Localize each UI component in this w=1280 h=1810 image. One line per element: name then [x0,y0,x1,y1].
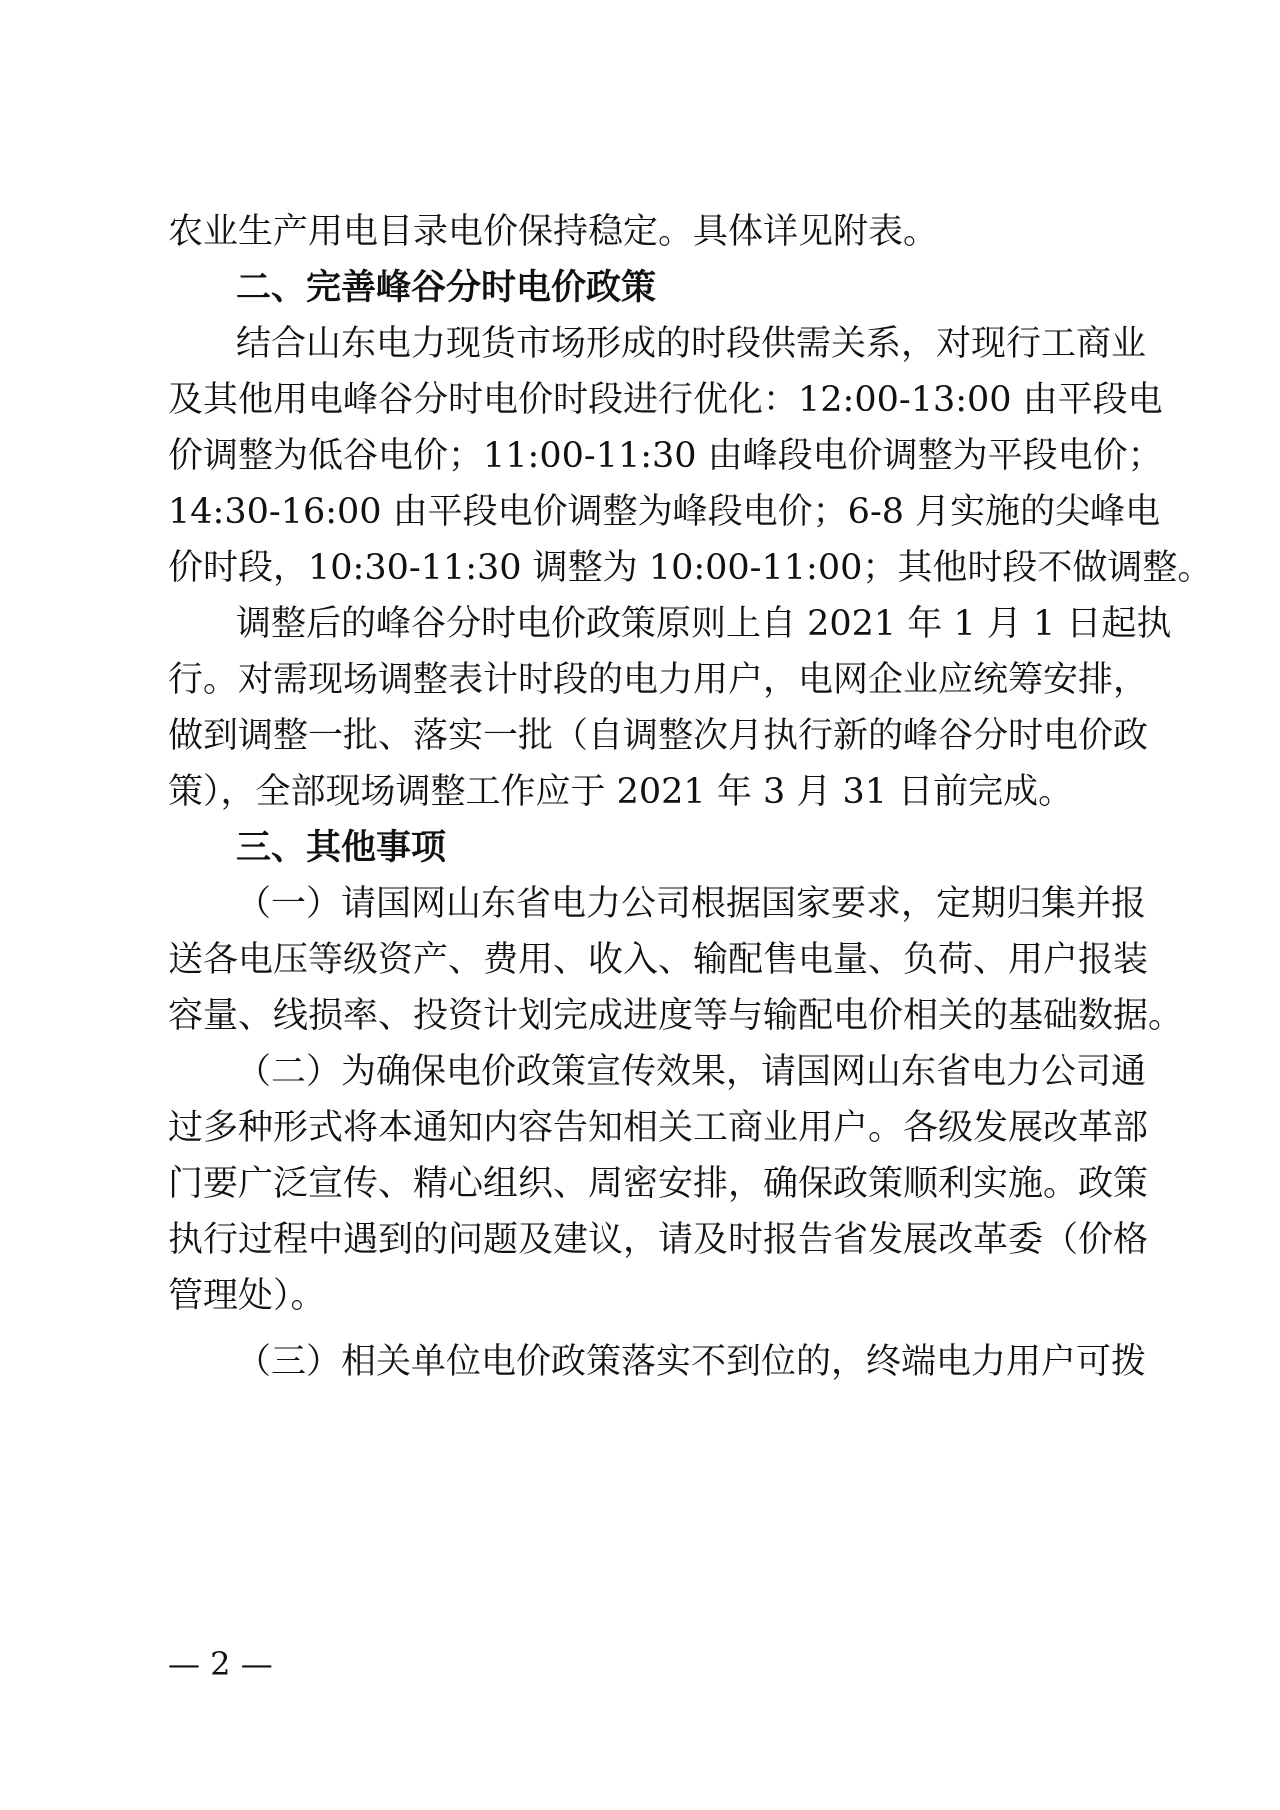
paragraph-line: 容量、线损率、投资计划完成进度等与输配电价相关的基础数据。 [168,996,1184,1036]
paragraph-line: 价调整为低谷电价；11:00-11:30 由峰段电价调整为平段电价； [168,436,1163,476]
paragraph-line: （三）相关单位电价政策落实不到位的，终端电力用户可拨 [236,1342,1147,1382]
paragraph-line: 农业生产用电目录电价保持稳定。具体详见附表。 [168,212,939,252]
paragraph-line: （二）为确保电价政策宣传效果，请国网山东省电力公司通 [236,1052,1147,1092]
section-heading-3: 三、其他事项 [236,827,447,868]
paragraph-line: 做到调整一批、落实一批（自调整次月执行新的峰谷分时电价政 [168,716,1149,756]
paragraph-line: 14:30-16:00 由平段电价调整为峰段电价；6-8 月实施的尖峰电 [168,492,1161,532]
paragraph-line: 策），全部现场调整工作应于 2021 年 3 月 31 日前完成。 [168,772,1074,812]
paragraph-line: 调整后的峰谷分时电价政策原则上自 2021 年 1 月 1 日起执 [236,604,1172,644]
paragraph-line: 价时段，10:30-11:30 调整为 10:00-11:00；其他时段不做调整。 [168,548,1213,588]
paragraph-line: 及其他用电峰谷分时电价时段进行优化：12:00-13:00 由平段电 [168,380,1163,420]
paragraph-line: 结合山东电力现货市场形成的时段供需关系，对现行工商业 [236,324,1147,364]
paragraph-line: 送各电压等级资产、费用、收入、输配售电量、负荷、用户报装 [168,940,1149,980]
section-heading-2: 二、完善峰谷分时电价政策 [236,267,657,308]
paragraph-line: 门要广泛宣传、精心组织、周密安排，确保政策顺利实施。政策 [168,1164,1149,1204]
page-number: — 2 — [168,1645,273,1683]
paragraph-line: 执行过程中遇到的问题及建议，请及时报告省发展改革委（价格 [168,1220,1149,1260]
paragraph-line: 管理处）。 [168,1276,326,1316]
paragraph-line: （一）请国网山东省电力公司根据国家要求，定期归集并报 [236,884,1147,924]
paragraph-line: 过多种形式将本通知内容告知相关工商业用户。各级发展改革部 [168,1108,1149,1148]
paragraph-line: 行。对需现场调整表计时段的电力用户，电网企业应统筹安排， [168,660,1149,700]
